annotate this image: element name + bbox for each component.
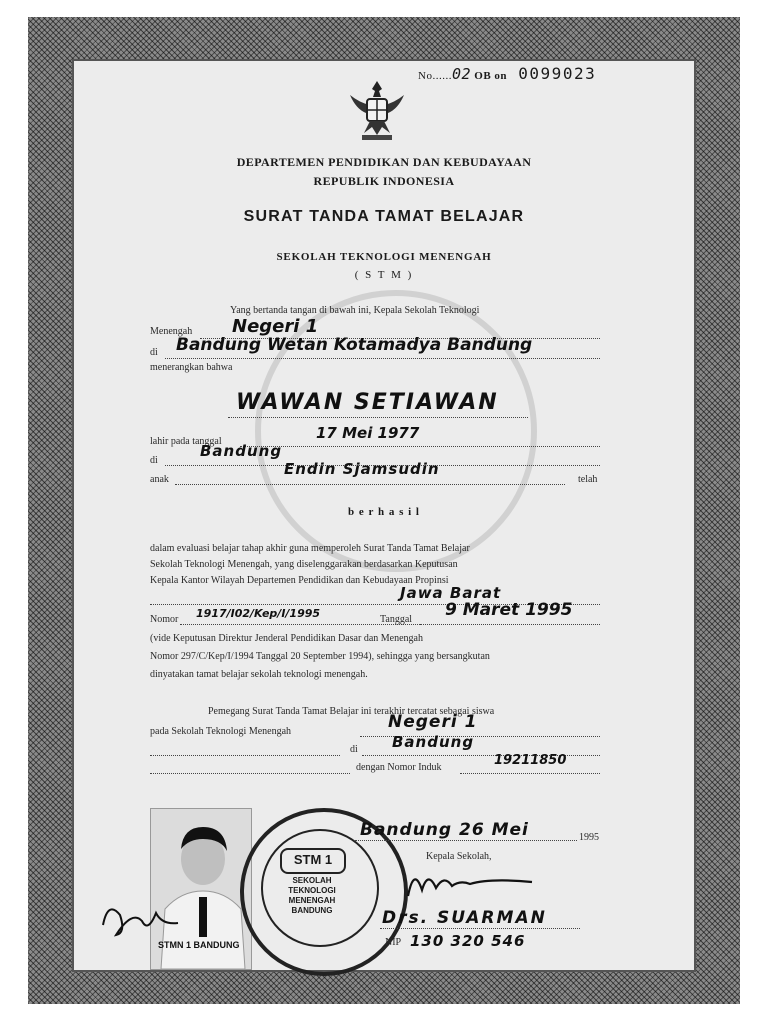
- signature-year: 1995: [579, 832, 599, 843]
- p3-line2: pada Sekolah Teknologi Menengah: [150, 726, 292, 737]
- induk-label: dengan Nomor Induk: [356, 762, 442, 773]
- principal-name-line: [380, 928, 580, 929]
- tanggal-label: Tanggal: [380, 614, 413, 625]
- di-label: di: [150, 347, 158, 358]
- nip-label: NIP: [385, 937, 402, 948]
- lahir-di-value: Bandung: [200, 442, 283, 460]
- signature-place-date: Bandung 26 Mei: [360, 820, 529, 840]
- serial-label: No......: [418, 70, 452, 82]
- p3-school-value: Negeri 1: [388, 712, 478, 732]
- tanggal-value: 9 Maret 1995: [445, 600, 573, 620]
- serial-number: [418, 64, 596, 83]
- menengah-value: Negeri 1: [232, 316, 319, 337]
- stamp-inner-text: SEKOLAH TEKNOLOGI MENENGAH BANDUNG: [288, 876, 336, 915]
- induk-value: 19211850: [494, 753, 567, 768]
- lahir-label: lahir pada tanggal: [150, 436, 222, 447]
- serial-series: OB on: [474, 70, 508, 82]
- menerangkan-text: menerangkan bahwa: [150, 362, 233, 373]
- serial-no: 02: [451, 65, 472, 83]
- principal-signature-icon: [400, 862, 550, 902]
- lahir-di-label: di: [150, 455, 158, 466]
- student-signature-icon: [98, 895, 188, 945]
- school-abbr: ( S T M ): [354, 269, 414, 281]
- induk-line: [460, 773, 600, 774]
- anak-label: anak: [150, 474, 169, 485]
- school-type: SEKOLAH TEKNOLOGI MENENGAH: [276, 251, 492, 263]
- student-name-line: [228, 417, 528, 418]
- nip-value: 130 320 546: [410, 932, 526, 950]
- principal-name: Drs. SUARMAN: [382, 908, 547, 928]
- kepala-sekolah-label: Kepala Sekolah,: [426, 851, 492, 862]
- department-title: DEPARTEMEN PENDIDIKAN DAN KEBUDAYAAN: [236, 155, 532, 169]
- anak-value: Endin Sjamsudin: [284, 460, 440, 478]
- republic-title: REPUBLIK INDONESIA: [313, 174, 455, 188]
- p1-line2: Sekolah Teknologi Menengah, yang diselenggarakan berdasarkan Keputusan: [150, 559, 458, 570]
- lahir-value: 17 Mei 1977: [316, 424, 420, 442]
- intro-text: Yang bertanda tangan di bawah ini, Kepala Sekolah Teknologi: [230, 305, 480, 316]
- di-line: [165, 358, 600, 359]
- p3-line1: Pemegang Surat Tanda Tamat Belajar ini terakhir tercatat sebagai siswa: [208, 706, 495, 717]
- propinsi-value: Jawa Barat: [400, 584, 502, 602]
- menengah-label: Menengah: [150, 326, 193, 337]
- anak-line: [175, 484, 565, 485]
- telah-text: telah: [578, 474, 598, 485]
- nomor-label: Nomor: [150, 614, 179, 625]
- p1-line1: dalam evaluasi belajar tahap akhir guna memperoleh Surat Tanda Tamat Belajar: [150, 543, 470, 554]
- certificate-title: SURAT TANDA TAMAT BELAJAR: [243, 208, 525, 225]
- p3-di-left-line: [150, 755, 340, 756]
- p2-line1: (vide Keputusan Direktur Jenderal Pendidikan Dasar dan Menengah: [150, 633, 423, 644]
- p1-line3: Kepala Kantor Wilayah Departemen Pendidikan dan Kebudayaan Propinsi: [150, 575, 449, 586]
- berhasil-text: b e r h a s i l: [348, 506, 420, 518]
- garuda-emblem-icon: [342, 75, 412, 145]
- photo-caption: STMN 1 BANDUNG: [158, 940, 240, 950]
- induk-left-line: [150, 773, 350, 774]
- di-value: Bandung Wetan Kotamadya Bandung: [176, 335, 533, 355]
- stamp-box: STM 1: [280, 848, 346, 874]
- serial-value: 0099023: [518, 64, 597, 83]
- p2-line2: Nomor 297/C/Kep/I/1994 Tanggal 20 September 1994), sehingga yang bersangkutan: [150, 651, 490, 662]
- nomor-value: 1917/I02/Kep/I/1995: [196, 607, 321, 620]
- student-name: WAWAN SETIAWAN: [236, 390, 499, 415]
- lahir-line: [240, 446, 600, 447]
- p2-line3: dinyatakan tamat belajar sekolah teknologi menengah.: [150, 669, 368, 680]
- signature-date-line: [355, 840, 577, 841]
- tanggal-line: [420, 624, 600, 625]
- p3-di-label: di: [350, 744, 358, 755]
- p3-di-value: Bandung: [392, 733, 475, 751]
